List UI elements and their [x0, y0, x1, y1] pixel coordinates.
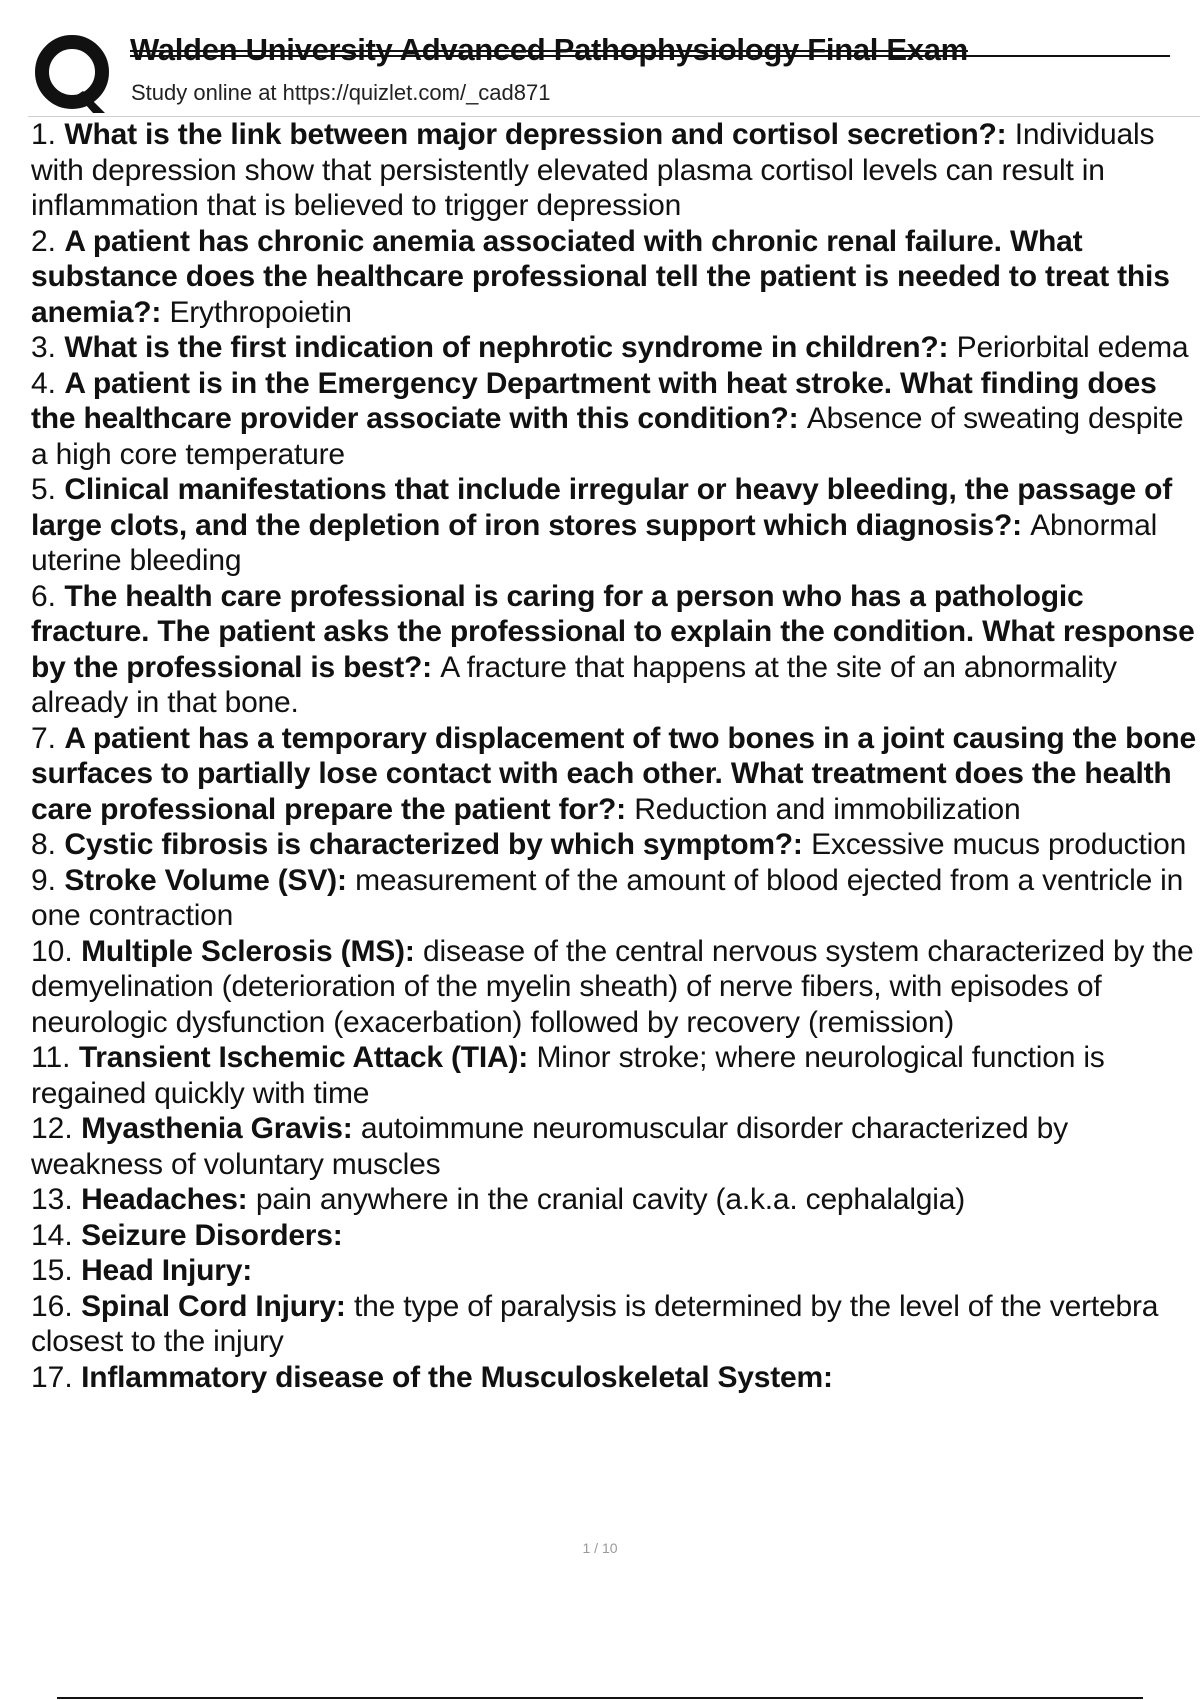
page-indicator: 1 / 10 — [582, 1540, 618, 1556]
answer-text: Minor stroke; where neurological function is regained quickly with time — [31, 1041, 1105, 1110]
question-text: Myasthenia Gravis: — [81, 1112, 353, 1145]
question-text: Spinal Cord Injury: — [81, 1289, 346, 1323]
question-item — [31, 863, 1200, 934]
question-text: Headaches: — [81, 1183, 248, 1216]
question-text: Clinical manifestations that include irregular or heavy bleeding, the passage of large clots, and the depletion of iron stores support which diagnosis?: — [31, 473, 1172, 542]
header — [28, 30, 1200, 120]
question-text: What is the link between major depression and cortisol secretion?: — [64, 118, 1007, 151]
question-number: 10. — [31, 934, 73, 968]
answer-text: Absence of sweating despite a high core temperature — [31, 402, 1184, 471]
answer-text: Reduction and immobilization — [634, 792, 1021, 826]
question-list — [31, 117, 1200, 1395]
question-text: A patient has a temporary displacement of two bones in a joint causing the bone surfaces to partially lose contact with each other. What treatment does the health care professional prepare the patient for?: — [31, 721, 1196, 826]
question-item — [31, 1289, 1200, 1360]
question-item — [31, 330, 1200, 366]
question-item — [31, 1218, 1200, 1254]
answer-text: measurement of the amount of blood ejected from a ventricle in one contraction — [31, 863, 1184, 932]
question-text: Multiple Sclerosis (MS): — [81, 934, 415, 968]
question-number: 9. — [31, 863, 57, 897]
question-item — [31, 579, 1200, 721]
question-number: 6. — [31, 579, 57, 613]
question-text: The health care professional is caring for a person who has a pathologic fracture. The patient asks the professional to explain the condition. What response by the professional is best?: — [31, 579, 1195, 684]
question-number: 7. — [31, 721, 57, 755]
question-text: Seizure Disorders: — [81, 1218, 343, 1252]
question-item — [31, 1360, 1200, 1396]
question-text: A patient has chronic anemia associated with chronic renal failure. What substance does the healthcare professional tell the patient is needed to treat this anemia?: — [31, 224, 1170, 329]
answer-text: Abnormal uterine bleeding — [31, 508, 1158, 577]
study-online-link-text: Study online at https://quizlet.com/_cad871 — [131, 80, 551, 105]
footer-divider — [57, 1697, 1143, 1699]
question-number: 8. — [31, 828, 57, 861]
question-item — [31, 1111, 1200, 1182]
question-number: 4. — [31, 366, 57, 400]
answer-text: A fracture that happens at the site of an abnormality already in that bone. — [31, 650, 1117, 719]
question-number: 2. — [31, 224, 57, 258]
question-item — [31, 934, 1200, 1041]
question-number: 5. — [31, 473, 57, 506]
answer-text: the type of paralysis is determined by the level of the vertebra closest to the injury — [31, 1289, 1159, 1358]
question-item — [31, 1182, 1200, 1218]
answer-text: autoimmune neuromuscular disorder characterized by weakness of voluntary muscles — [31, 1112, 1068, 1181]
question-item — [31, 827, 1200, 863]
question-text: Cystic fibrosis is characterized by which symptom?: — [64, 828, 803, 861]
question-item — [31, 117, 1200, 224]
question-item — [31, 1253, 1200, 1289]
question-text: Transient Ischemic Attack (TIA): — [78, 1041, 529, 1074]
question-number: 11. — [31, 1041, 71, 1074]
question-text: A patient is in the Emergency Department with heat stroke. What finding does the healthcare provider associate with this condition?: — [31, 366, 1157, 435]
answer-text: Erythropoietin — [169, 295, 352, 329]
question-text: Stroke Volume (SV): — [64, 863, 347, 897]
question-number: 16. — [31, 1289, 73, 1323]
question-number: 17. — [31, 1360, 73, 1394]
answer-text: Periorbital edema — [956, 331, 1189, 364]
question-number: 14. — [31, 1218, 73, 1252]
question-text: Head Injury: — [81, 1254, 253, 1287]
quizlet-q-logo-icon — [33, 33, 115, 115]
answer-text: Individuals with depression show that persistently elevated plasma cortisol levels can result in inflammation that is believed to trigger depression — [31, 118, 1155, 222]
answer-text: Excessive mucus production — [811, 828, 1187, 861]
question-number: 13. — [31, 1183, 73, 1216]
document-title: Walden University Advanced Pathophysiology Final Exam — [130, 32, 968, 67]
answer-text: disease of the central nervous system characterized by the demyelination (deterioration of the myelin sheath) of nerve fibers, with episodes of neurologic dysfunction (exacerbation) followed by recovery (remission) — [31, 934, 1194, 1039]
answer-text: pain anywhere in the cranial cavity (a.k.a. cephalalgia) — [255, 1183, 966, 1216]
question-item — [31, 366, 1200, 473]
question-item — [31, 721, 1200, 828]
question-number: 1. — [31, 118, 57, 151]
question-item — [31, 224, 1200, 331]
question-text: What is the first indication of nephrotic syndrome in children?: — [64, 331, 949, 364]
question-item — [31, 472, 1200, 579]
question-number: 3. — [31, 331, 57, 364]
question-number: 12. — [31, 1112, 73, 1145]
question-item — [31, 1040, 1200, 1111]
question-text: Inflammatory disease of the Musculoskeletal System: — [81, 1360, 833, 1394]
question-number: 15. — [31, 1254, 73, 1287]
